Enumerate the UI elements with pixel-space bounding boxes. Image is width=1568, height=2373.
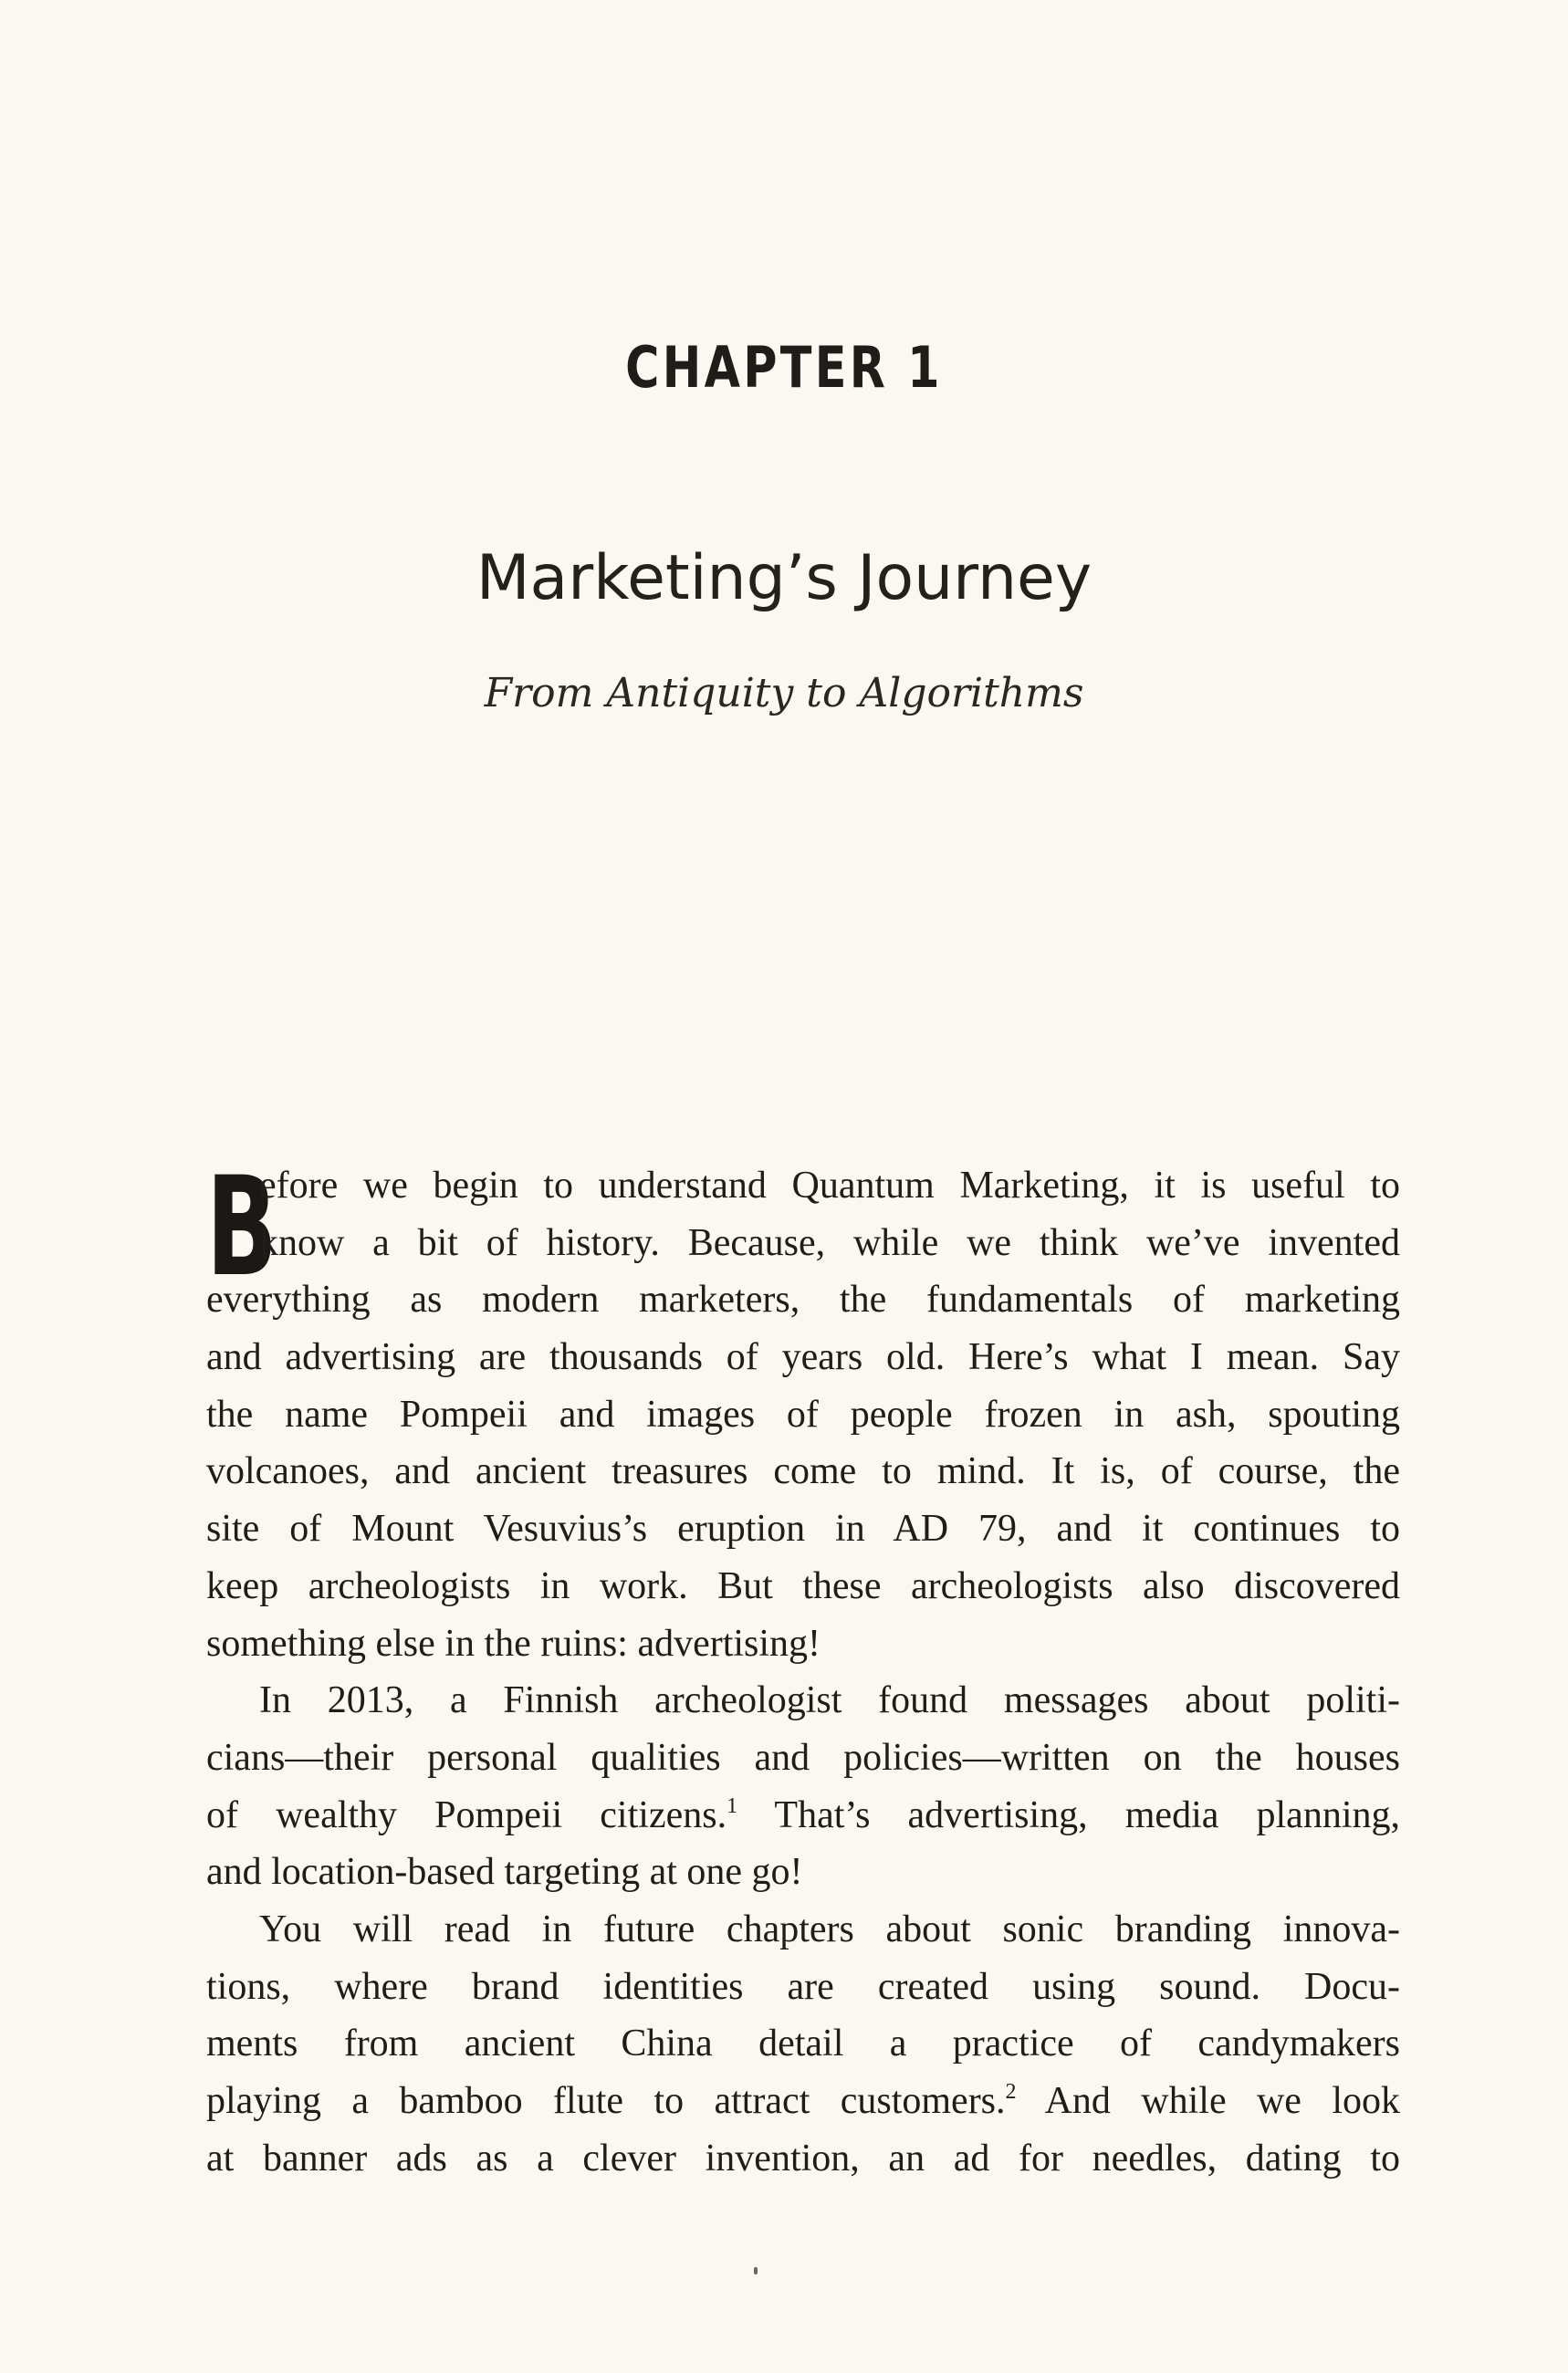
footnote-reference[interactable]: 1 xyxy=(727,1793,738,1818)
paragraph-line: something else in the ruins: advertising! xyxy=(206,1622,821,1665)
chapter-title: Marketing’s Journey xyxy=(476,542,1092,614)
paragraph-line: keep archeologists in work. But these archeologists also discovered xyxy=(206,1564,1400,1607)
line-text: playing a bamboo flute to attract customers. xyxy=(206,2080,1006,2122)
footnote-reference[interactable]: 2 xyxy=(1005,2080,1017,2104)
body-text xyxy=(206,1148,1400,2187)
paragraph-line: and location-based targeting at one go! xyxy=(206,1851,803,1894)
drop-cap: B xyxy=(206,1148,277,1307)
paragraph-line: everything as modern marketers, the fundamentals of marketing xyxy=(206,1279,1400,1322)
paragraph-line: volcanoes, and ancient treasures come to mind. It is, of course, the xyxy=(206,1450,1400,1493)
paragraph-line: at banner ads as a clever invention, an ad for needles, dating to xyxy=(206,2137,1400,2180)
line-text: of wealthy Pompeii citizens. xyxy=(206,1793,727,1836)
chapter-number: CHAPTER 1 xyxy=(625,334,943,401)
paragraph-line: efore we begin to understand Quantum Marketing, it is useful to xyxy=(259,1165,1400,1207)
paragraph-line: In 2013, a Finnish archeologist found messages about politi- xyxy=(259,1679,1400,1722)
paragraph-line: site of Mount Vesuvius’s eruption in AD 79, and it continues to xyxy=(206,1508,1400,1551)
paragraph-line xyxy=(206,2073,1400,2130)
page-mark xyxy=(754,2267,758,2274)
paragraph-line: tions, where brand identities are created using sound. Docu- xyxy=(206,1965,1400,2008)
paragraph-line xyxy=(206,1787,1400,1845)
line-text: And while we look xyxy=(1016,2080,1400,2122)
chapter-subtitle: From Antiquity to Algorithms xyxy=(484,670,1084,716)
line-text: That’s advertising, media planning, xyxy=(737,1793,1400,1836)
paragraph-line: ments from ancient China detail a practice of candymakers xyxy=(206,2023,1400,2065)
paragraph-line: cians—their personal qualities and policies—written on the houses xyxy=(206,1736,1400,1779)
paragraph-line: know a bit of history. Because, while we think we’ve invented xyxy=(259,1221,1400,1264)
paragraph-line: You will read in future chapters about sonic branding innova- xyxy=(259,1908,1400,1950)
paragraph-line: the name Pompeii and images of people frozen in ash, spouting xyxy=(206,1393,1400,1436)
paragraph-line: and advertising are thousands of years old. Here’s what I mean. Say xyxy=(206,1336,1400,1379)
